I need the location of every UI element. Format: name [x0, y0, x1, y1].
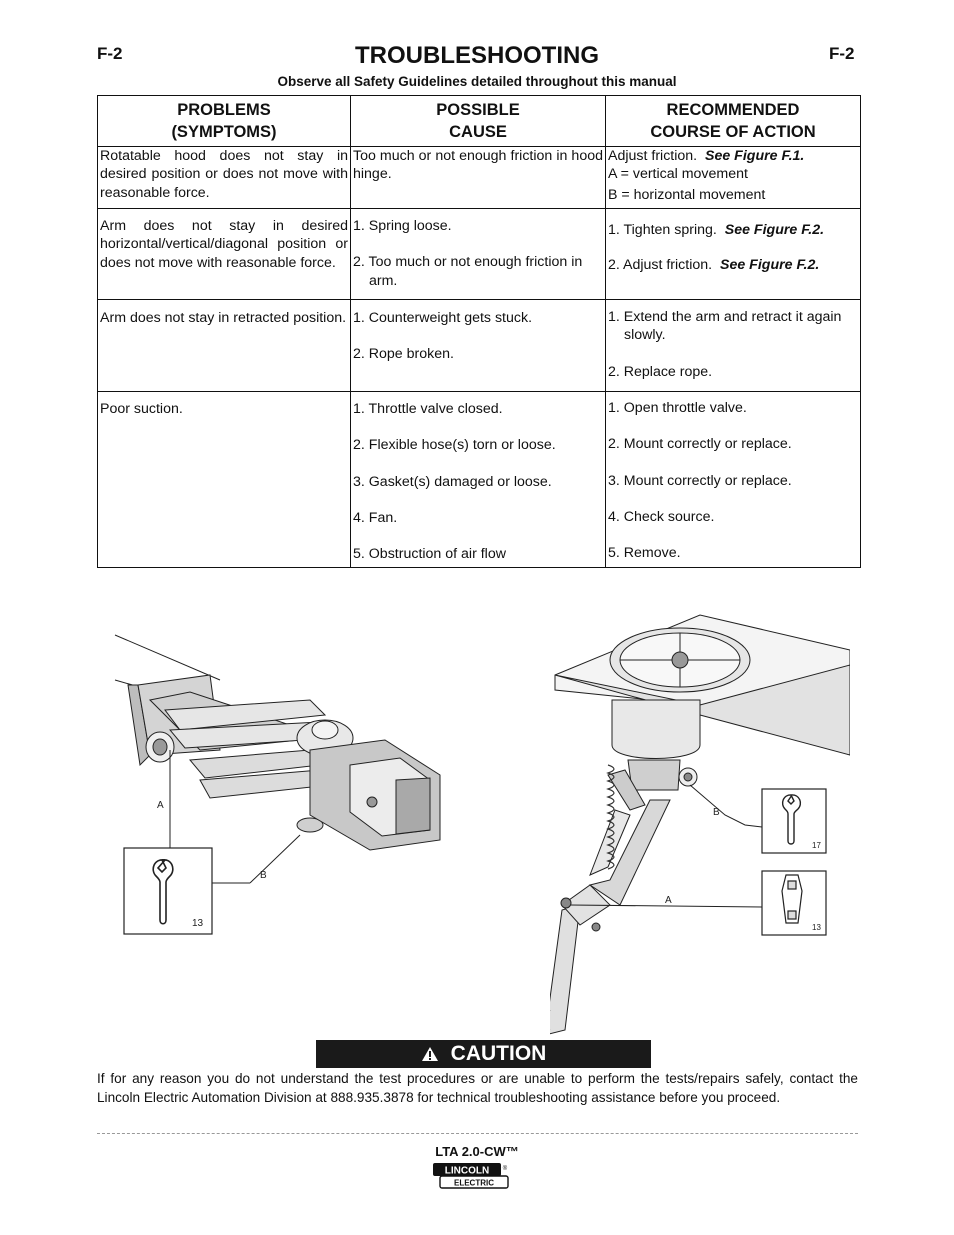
cause-item: 1. Counterweight gets stuck. — [353, 310, 533, 326]
table-row — [98, 392, 861, 568]
arm-pivot-figure — [550, 605, 850, 1035]
cause-cell — [351, 209, 606, 300]
cause-cell — [351, 392, 606, 568]
header-action — [606, 96, 861, 147]
problem-cell: Poor suction. — [98, 392, 351, 568]
action-item: 4. Check source. — [608, 508, 715, 525]
header-problems-line2: (SYMPTOMS) — [171, 123, 277, 141]
action-line: A = vertical movement — [608, 166, 748, 183]
cause-item: 5. Obstruction of air flow — [353, 546, 506, 563]
warning-icon — [421, 1046, 439, 1062]
problem-cell: Arm does not stay in retracted position. — [98, 300, 351, 392]
table-row — [98, 147, 861, 209]
caution-label: CAUTION — [450, 1042, 547, 1065]
header-action-line1: RECOMMENDED — [666, 101, 800, 119]
logo-top-text: LINCOLN — [444, 1165, 490, 1177]
cause-cell: Too much or not enough friction in hood hinge. — [351, 147, 606, 209]
header-cause — [351, 96, 606, 147]
action-item: 1. Open throttle valve. — [608, 400, 747, 416]
page-code-right: F-2 — [829, 44, 855, 63]
cause-item: 4. Fan. — [353, 509, 398, 526]
tool-bottom-size-label: 13 — [812, 923, 821, 932]
action-text: Adjust friction. — [608, 148, 698, 164]
label-b: B — [260, 870, 267, 881]
tool-top-size-label: 17 — [812, 841, 821, 850]
caution-text: If for any reason you do not understand the test procedures or are unable to perform the tests/repairs safely, contact the Lincoln Electric Automation Division at 888.935.3878 for technical troubleshooting assistance before you proceed. — [97, 1071, 858, 1105]
figure-reference: See Figure F.1. — [705, 148, 805, 164]
action-item: 3. Mount correctly or replace. — [608, 472, 792, 489]
problem-cell: Rotatable hood does not stay in desired position or does not move with reasonable force. — [98, 147, 351, 209]
action-item: 2. Replace rope. — [608, 363, 713, 380]
header-cause-line1: POSSIBLE — [436, 101, 520, 119]
troubleshooting-table — [97, 95, 861, 568]
label-a: A — [157, 800, 164, 811]
cause-item: 2. Flexible hose(s) torn or loose. — [353, 437, 556, 454]
action-text: 1. Tighten spring. — [608, 222, 717, 238]
lincoln-electric-logo — [432, 1162, 510, 1190]
cause-item: 2. Rope broken. — [353, 346, 454, 363]
action-line: B = horizontal movement — [608, 186, 766, 203]
action-cell — [606, 147, 861, 209]
footer-divider — [97, 1133, 858, 1134]
action-cell — [606, 392, 861, 568]
header-problems-line1: PROBLEMS — [177, 101, 271, 119]
socket-wrench-icon — [782, 875, 802, 923]
figure-reference: See Figure F.2. — [719, 257, 820, 274]
table-header-row — [98, 96, 861, 147]
tool-size-label: 13 — [192, 918, 204, 929]
action-cell — [606, 300, 861, 392]
action-item: 2. Mount correctly or replace. — [608, 436, 792, 453]
action-text: 2. Adjust friction. — [608, 257, 713, 274]
header-action-line2: COURSE OF ACTION — [650, 123, 816, 141]
caution-banner — [316, 1040, 651, 1068]
label-a: A — [665, 895, 672, 906]
page-code-left: F-2 — [97, 44, 123, 63]
label-b: B — [713, 807, 720, 818]
hood-hinge-figure — [110, 630, 450, 940]
cause-item: 1. Throttle valve closed. — [353, 401, 503, 417]
cause-cell — [351, 300, 606, 392]
table-row — [98, 300, 861, 392]
header-problems — [98, 96, 351, 147]
action-item: 5. Remove. — [608, 545, 681, 562]
figure-reference: See Figure F.2. — [724, 222, 825, 238]
cause-item: 2. Too much or not enough friction in arm. — [353, 254, 583, 289]
page-title: TROUBLESHOOTING — [355, 42, 599, 69]
logo-registered-mark: ® — [502, 1166, 508, 1172]
cause-item: 1. Spring loose. — [353, 218, 452, 234]
table-row — [98, 209, 861, 300]
header-cause-line2: CAUSE — [449, 123, 507, 141]
action-cell — [606, 209, 861, 300]
action-item: 1. Extend the arm and retract it again slowly. — [608, 309, 842, 344]
model-name: LTA 2.0-CW™ — [435, 1144, 519, 1159]
safety-subtitle: Observe all Safety Guidelines detailed throughout this manual — [277, 74, 677, 89]
problem-cell: Arm does not stay in desired horizontal/vertical/diagonal position or does not move with reasonable force. — [98, 209, 351, 300]
logo-bottom-text: ELECTRIC — [454, 1178, 494, 1188]
cause-item: 3. Gasket(s) damaged or loose. — [353, 473, 552, 490]
